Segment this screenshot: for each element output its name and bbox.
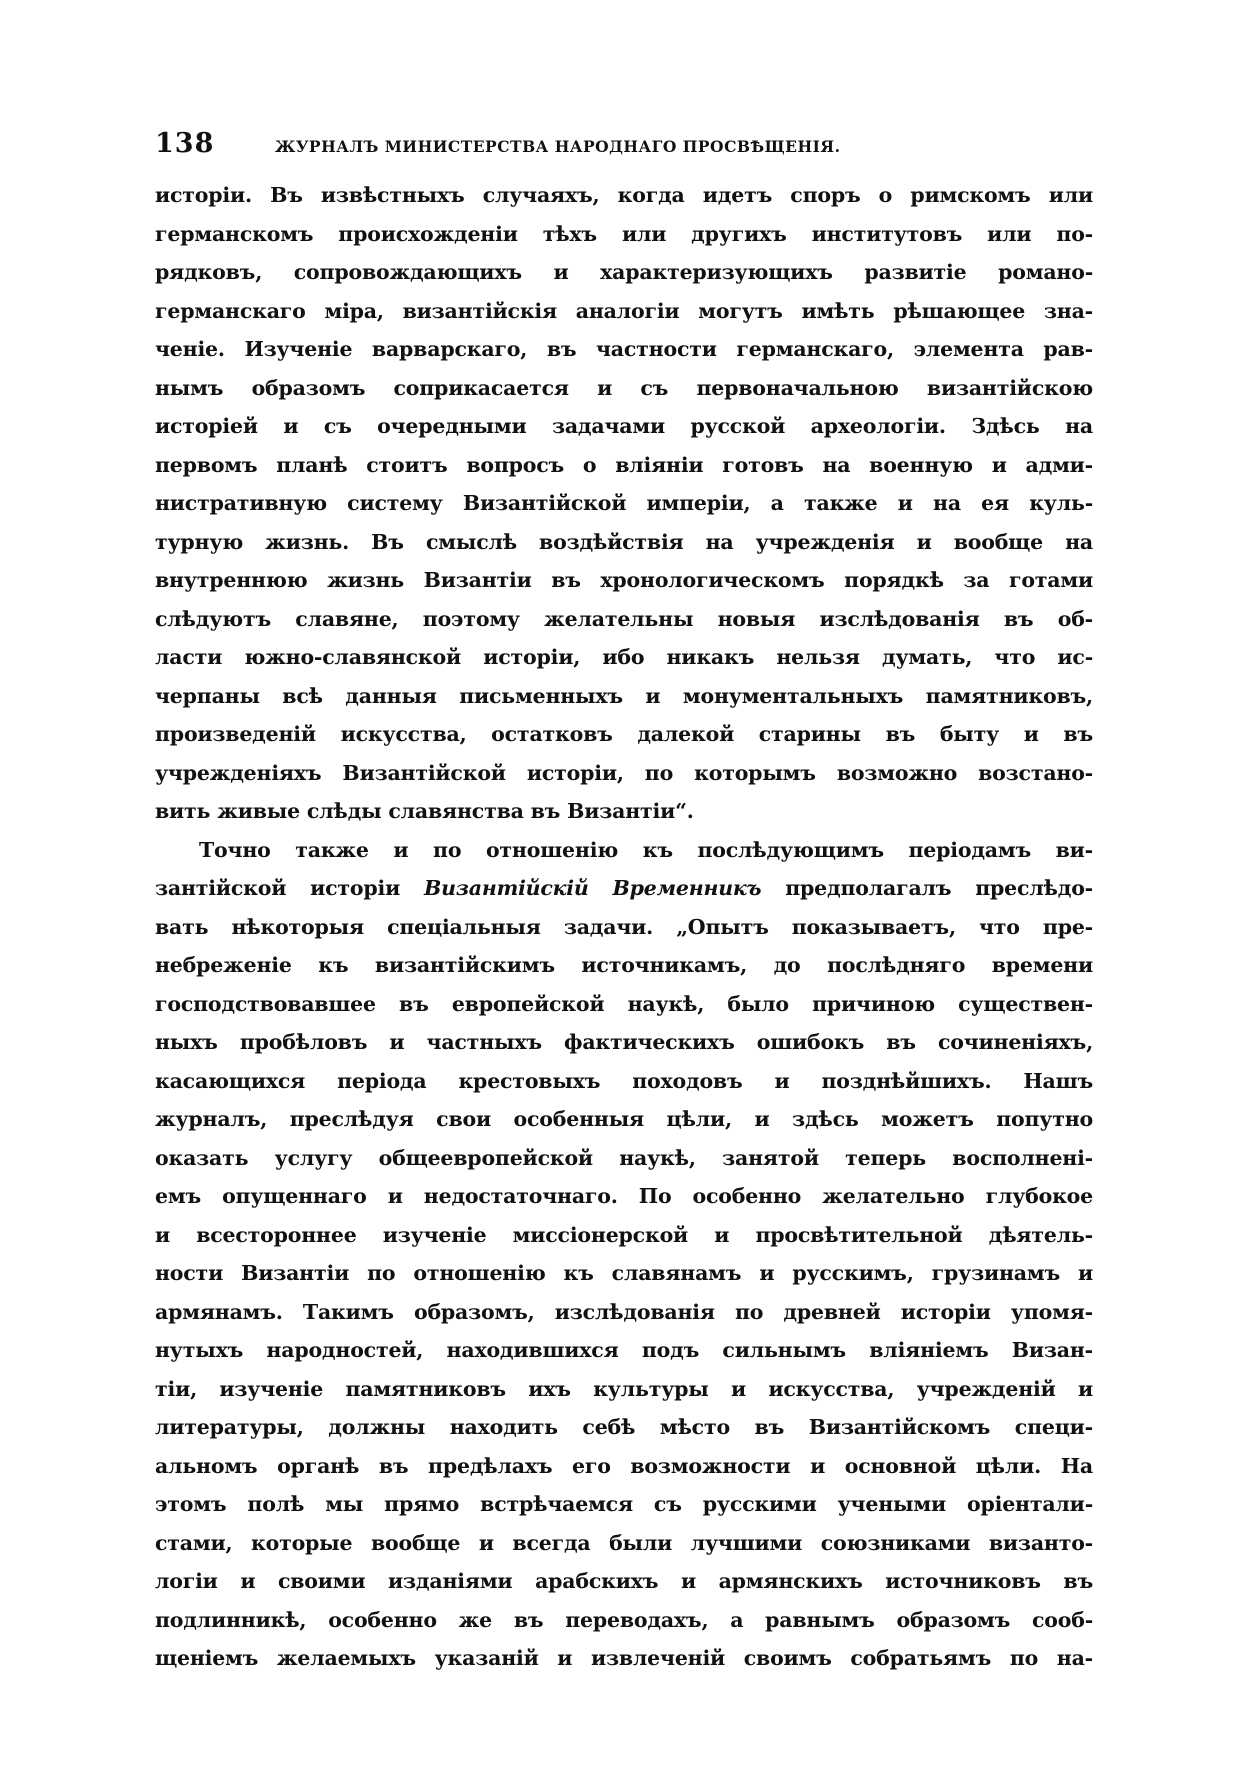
text-line: щеніемъ желаемыхъ указаній и извлеченій своимъ собратьямъ по на- xyxy=(155,1646,1093,1670)
journal-title: ЖУРНАЛЪ МИНИСТЕРСТВА НАРОДНАГО ПРОСВѢЩЕНІЯ. xyxy=(275,137,841,156)
text-line: произведеній искусства, остатковъ далекой старины въ быту и въ xyxy=(155,722,1093,746)
text-line: касающихся періода крестовыхъ походовъ и позднѣйшихъ. Нашъ xyxy=(155,1068,1093,1093)
text-line: логіи и своими изданіями арабскихъ и армянскихъ источниковъ въ xyxy=(155,1569,1093,1593)
text-line: черпаны всѣ данныя письменныхъ и монументальныхъ памятниковъ, xyxy=(155,683,1093,708)
text-line: нутыхъ народностей, находившихся подъ сильнымъ вліяніемъ Визан- xyxy=(155,1338,1093,1362)
text-line: первомъ планѣ стоитъ вопросъ о вліяніи готовъ на военную и адми- xyxy=(155,452,1093,477)
text-line: ныхъ пробѣловъ и частныхъ фактическихъ ошибокъ въ сочиненіяхъ, xyxy=(155,1030,1093,1054)
text-line: этомъ полѣ мы прямо встрѣчаемся съ русскими учеными оріентали- xyxy=(155,1492,1093,1516)
text-line: рядковъ, сопровождающихъ и характеризующихъ развитіе романо- xyxy=(155,260,1093,284)
page xyxy=(155,128,1093,1678)
text-line: литературы, должны находить себѣ мѣсто въ Византійскомъ специ- xyxy=(155,1415,1093,1439)
italic-title: Византійскій Временникъ xyxy=(424,876,762,900)
text-line: армянамъ. Такимъ образомъ, изслѣдованія по древней исторіи упомя- xyxy=(155,1299,1093,1324)
text-line: ности Византіи по отношенію къ славянамъ и русскимъ, грузинамъ и xyxy=(155,1261,1093,1285)
text-line: альномъ органѣ въ предѣлахъ его возможности и основной цѣли. На xyxy=(155,1453,1093,1478)
text-line: нистративную систему Византійской имперіи, а также и на ея куль- xyxy=(155,491,1093,515)
text-line: ченіе. Изученіе варварскаго, въ частности германскаго, элемента рав- xyxy=(155,337,1093,361)
text-line: небреженіе къ византійскимъ источникамъ, до послѣдняго времени xyxy=(155,953,1093,977)
text-line: ласти южно-славянской исторіи, ибо никакъ нельзя думать, что ис- xyxy=(155,645,1093,669)
text-line: стами, которые вообще и всегда были лучшими союзниками византо- xyxy=(155,1530,1093,1555)
page-number: 138 xyxy=(155,128,215,159)
text-line: подлинникѣ, особенно же въ переводахъ, а равнымъ образомъ сооб- xyxy=(155,1607,1093,1632)
text-line: вать нѣкоторыя спеціальныя задачи. „Опытъ показываетъ, что пре- xyxy=(155,914,1093,939)
text-line: германскаго міра, византійскія аналогіи могутъ имѣть рѣшающее зна- xyxy=(155,298,1093,323)
body-text xyxy=(155,176,1093,1678)
text-line: вить живые слѣды славянства въ Византіи“. xyxy=(155,799,694,823)
text-line: нымъ образомъ соприкасается и съ первоначальною византійскою xyxy=(155,375,1093,400)
text-line: исторіи. Въ извѣстныхъ случаяхъ, когда идетъ споръ о римскомъ или xyxy=(155,183,1093,207)
text-line: германскомъ происхожденіи тѣхъ или другихъ институтовъ или по- xyxy=(155,221,1093,246)
text-line: Точно также и по отношенію къ послѣдующимъ періодамъ ви- xyxy=(199,837,1093,862)
text-line: и всестороннее изученіе миссіонерской и просвѣтительной дѣятель- xyxy=(155,1222,1093,1247)
running-head xyxy=(155,128,1093,168)
paragraph-1 xyxy=(155,176,1093,831)
text-line: исторіей и съ очередными задачами русской археологіи. Здѣсь на xyxy=(155,414,1093,438)
text-line: оказать услугу общеевропейской наукѣ, занятой теперь восполненi- xyxy=(155,1145,1093,1170)
text-line: зантійской исторіи Византійскій Временникъ предполагалъ преслѣдо- xyxy=(155,876,1093,900)
text-line: журналъ, преслѣдуя свои особенныя цѣли, и здѣсь можетъ попутно xyxy=(155,1107,1093,1131)
text-line: емъ опущеннаго и недостаточнаго. По особенно желательно глубокое xyxy=(155,1184,1093,1208)
paragraph-2 xyxy=(155,831,1093,1678)
text-line: слѣдуютъ славяне, поэтому желательны новыя изслѣдованія въ об- xyxy=(155,606,1093,631)
text-line: внутреннюю жизнь Византіи въ хронологическомъ порядкѣ за готами xyxy=(155,568,1093,592)
text-line: учрежденіяхъ Византійской исторіи, по которымъ возможно возстано- xyxy=(155,760,1093,785)
text-line: турную жизнь. Въ смыслѣ воздѣйствія на учрежденія и вообще на xyxy=(155,529,1093,554)
text-line: господствовавшее въ европейской наукѣ, было причиною существен- xyxy=(155,991,1093,1016)
text-line: тіи, изученіе памятниковъ ихъ культуры и искусства, учрежденій и xyxy=(155,1376,1093,1401)
